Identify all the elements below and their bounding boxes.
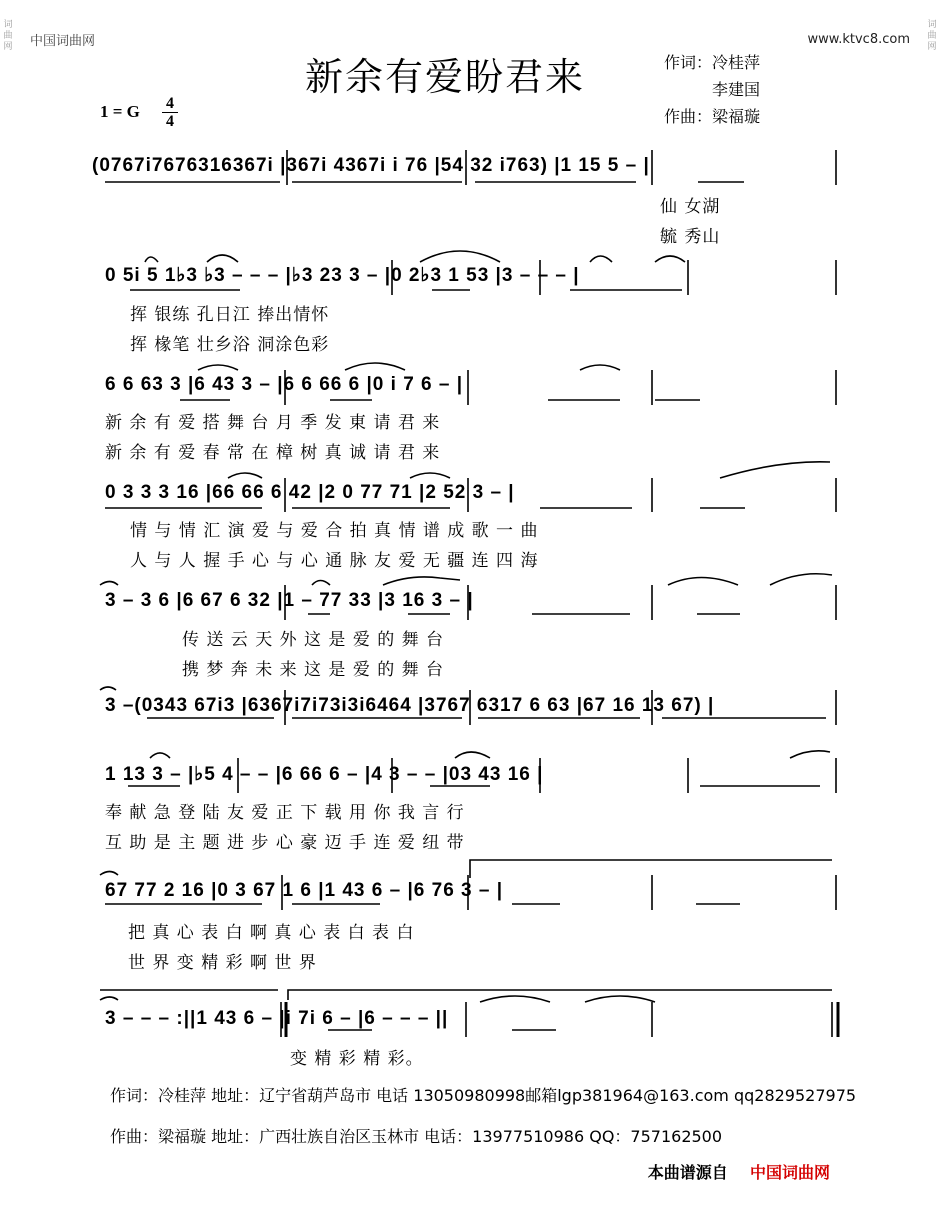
- time-signature-top: 4: [166, 95, 174, 112]
- song-title: 新余有爱盼君来: [305, 55, 586, 99]
- lyric-row-7a: 奉 献 急 登 陆 友 爱 正 下 载 用 你 我 言 行: [105, 803, 465, 823]
- lyric-row-4b: 人 与 人 握 手 心 与 心 通 脉 友 爱 无 疆 连 四 海: [130, 551, 539, 571]
- notation-row-6: 3 –(0343 67i3 |6367i7i73i3i6464 |3767 6317 6 63 |67 16 13 67) |: [105, 695, 715, 716]
- side-watermark-right: 词 曲 网: [927, 20, 937, 52]
- lyric-row-5a: 传 送 云 天 外 这 是 爱 的 舞 台: [182, 630, 445, 650]
- source-text: 本曲谱源自: [647, 1163, 728, 1182]
- notation-row-3: 6 6 63 3 |6 43 3 – |6 6 66 6 |0 i 7 6 – |: [105, 374, 464, 395]
- lyric-row-4a: 情 与 情 汇 演 爱 与 爱 合 拍 真 情 谱 成 歌 一 曲: [130, 521, 539, 541]
- notation-row-8: 67 77 2 16 |0 3 67 1 6 |1 43 6 – |6 76 3 – |: [105, 880, 504, 901]
- notation-row-1: (0767i7676316367i |367i 4367i i 76 |54 32 i763) |1 15 5 – |: [92, 155, 650, 176]
- composer-credit: 作曲：梁福璇: [664, 107, 761, 126]
- lyric-row-3b: 新 余 有 爱 春 常 在 樟 树 真 诚 请 君 来: [105, 443, 441, 463]
- lyric-row-2a: 挥 银练 孔日江 捧出情怀: [130, 305, 330, 325]
- lyric-row-1b: 毓 秀山: [660, 227, 721, 247]
- lyricist-credit-2: 李建国: [712, 80, 761, 99]
- notation-row-7: 1 13 3 – |♭5 4 – – |6 66 6 – |4 3 – – |03 43 16 |: [105, 764, 544, 785]
- notation-row-9: 3 – – – :||1 43 6 – |i 7i 6 – |6 – – – ||: [105, 1008, 449, 1029]
- lyric-row-5b: 携 梦 奔 未 来 这 是 爱 的 舞 台: [182, 660, 445, 680]
- lyricist-credit: 作词：冷桂萍: [664, 53, 761, 72]
- notation-row-5: 3 – 3 6 |6 67 6 32 |1 – 77 33 |3 16 3 – |: [105, 590, 474, 611]
- notation-row-4: 0 3 3 3 16 |66 66 6 42 |2 0 77 71 |2 52 3 – |: [105, 482, 515, 503]
- site-url-right[interactable]: www.ktvc8.com: [807, 32, 910, 47]
- key-signature: 1 = G: [100, 102, 140, 121]
- site-name-left[interactable]: 中国词曲网: [30, 34, 96, 49]
- source-brand-link[interactable]: 中国词曲网: [749, 1163, 830, 1182]
- side-watermark-left: 词 曲 网: [3, 20, 13, 52]
- lyric-row-3a: 新 余 有 爱 搭 舞 台 月 季 发 東 请 君 来: [105, 413, 441, 433]
- time-signature-bottom: 4: [166, 113, 174, 130]
- composer-contact: 作曲：梁福璇 地址：广西壮族自治区玉林市 电话：13977510986 QQ：757162500: [110, 1127, 723, 1146]
- lyric-row-2b: 挥 椽笔 壮乡浴 洞涂色彩: [130, 335, 330, 355]
- lyric-row-8b: 世 界 变 精 彩 啊 世 界: [128, 953, 317, 973]
- lyric-row-7b: 互 助 是 主 题 进 步 心 豪 迈 手 连 爱 纽 带: [105, 833, 465, 853]
- lyric-row-9a: 变 精 彩 精 彩。: [290, 1049, 424, 1069]
- lyric-row-8a: 把 真 心 表 白 啊 真 心 表 白 表 白: [128, 923, 415, 943]
- notation-row-2: 0 5i 5 1♭3 ♭3 – – – |♭3 23 3 – |0 2♭3 1 53 |3 – – – |: [105, 265, 580, 286]
- lyricist-contact: 作词：冷桂萍 地址：辽宁省葫芦岛市 电话 13050980998邮箱lgp381964@163.com qq2829527975: [110, 1086, 857, 1105]
- source-credit: [648, 1160, 830, 1183]
- lyric-row-1a: 仙 女湖: [660, 197, 721, 217]
